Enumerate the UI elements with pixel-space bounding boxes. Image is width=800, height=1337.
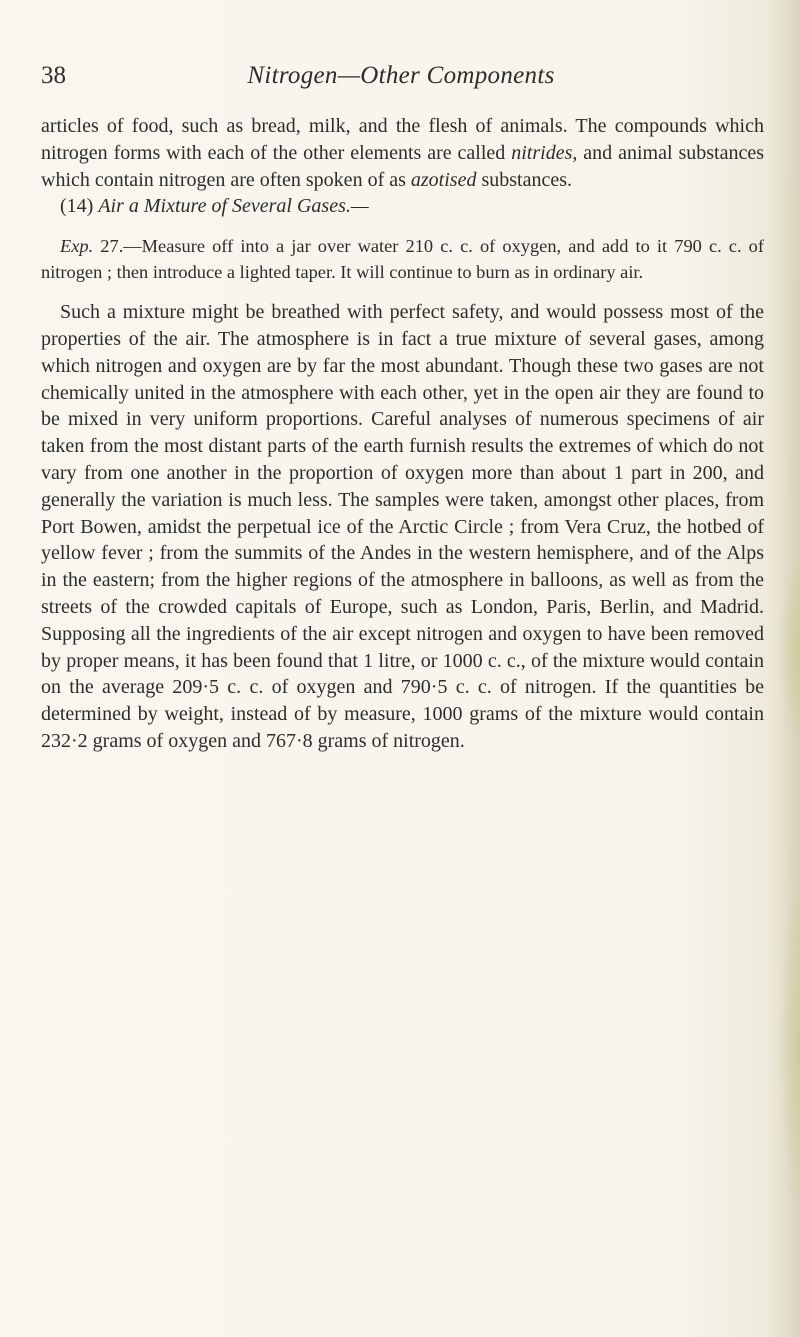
body-text: [41, 113, 764, 755]
paragraph: Such a mixture might be breathed with perfect safety, and would possess most of the properties of the air. The atmosphere is in fact a true mixture of several gases, among which nitrogen and oxygen are by far the most abundant. Though these two gases are not chemically united in the atmosphere with each other, yet in the open air they are found to be mixed in very uniform proportions. Careful analyses of numerous specimens of air taken from the most distant parts of the earth furnish results the extremes of which do not vary from one another in the proportion of oxygen more than about 1 part in 200, and generally the variation is much less. The samples were taken, amongst other places, from Port Bowen, amidst the perpetual ice of the Arctic Circle ; from Vera Cruz, the hotbed of yellow fever ; from the summits of the Andes in the western hemisphere, and of the Alps in the eastern; from the higher regions of the atmosphere in balloons, as well as from the streets of the crowded capitals of Europe, such as London, Paris, Berlin, and Madrid. Supposing all the ingredients of the air except nitrogen and oxygen to have been removed by proper means, it has been found that 1 litre, or 1000 c. c., of the mixture would contain on the average 209·5 c. c. of oxygen and 790·5 c. c. of nitrogen. If the quantities be determined by weight, instead of by measure, 1000 grams of the mixture would contain 232·2 grams of oxygen and 767·8 grams of nitrogen.: [41, 301, 764, 752]
running-head: Nitrogen—Other Components: [247, 62, 555, 89]
paragraph-text: substances.: [476, 168, 572, 191]
section-number: (14): [60, 195, 94, 218]
italic-term: nitrides: [511, 141, 573, 164]
italic-term: azotised: [410, 168, 477, 191]
section-title: Air a Mixture of Several Gases.—: [98, 195, 369, 218]
page-stain: [778, 560, 800, 740]
paragraph: [41, 113, 764, 193]
page-header: [41, 62, 761, 102]
section-heading: [41, 193, 764, 220]
experiment: [41, 233, 764, 285]
paragraph-text: articles of food, such as bread, milk, and the flesh of animals. The compounds which nitrogen forms with each of the other elements are called: [41, 115, 764, 164]
page-stain: [778, 880, 800, 1220]
page-number: 38: [41, 62, 66, 89]
experiment-text: 27.—Measure off into a jar over water 210 c. c. of oxygen, and add to it 790 c. c. of nitrogen ; then introduce a lighted taper. It will continue to burn as in ordinary air.: [41, 236, 764, 283]
experiment-label: Exp.: [60, 236, 94, 257]
paragraph-text: , and animal substances which contain nitrogen are often spoken of as: [41, 141, 764, 191]
